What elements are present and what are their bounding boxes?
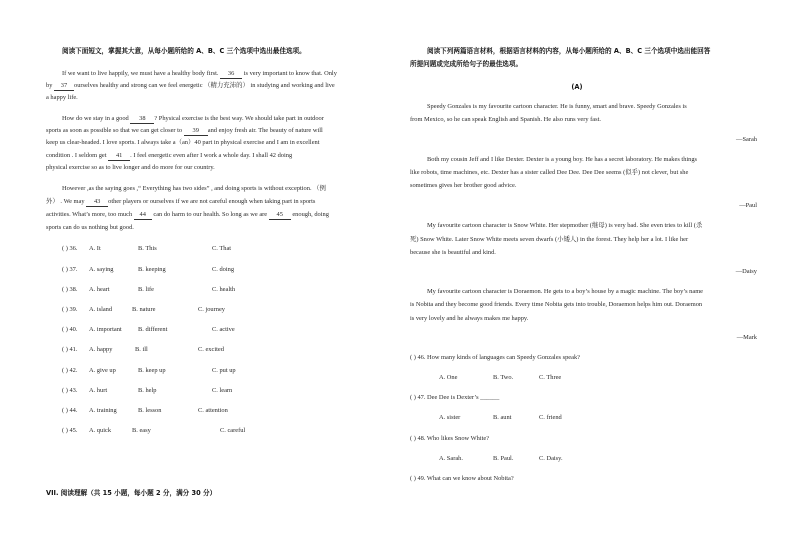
blank-43[interactable]: 43 bbox=[86, 198, 108, 207]
paragraph-line: Speedy Gonzales is my favourite cartoon character. He is funny, smart and brave. Speedy Gonzales is bbox=[427, 103, 687, 110]
passage-line: by 37 ourselves healthy and strong can we feel energetic （精力充沛的） in studying and working and live bbox=[46, 82, 335, 89]
question-text: ( ) 46. How many kinds of languages can Speedy Gonzales speak? bbox=[410, 354, 581, 361]
exam-page: 阅读下面短文，掌握其大意，从每小题所给的 A、B、C 三个选项中选出最佳选项。 If we want to live happily, we must have a healthy body first. 36 is very important to know that. Only by 37 ourselves healthy and strong can we feel energetic （精力充沛的） in studying and working and live a happy life. How do we stay in a good 38 ? Physical exercise is the best way. We should take part in outdoor sports as soon as possible so that we can get closer to 39 and enjoy fresh air. The beauty of nature will keep us clear-headed. I love sports. I always take a（an）40 part in physical exercise and I am in excellent condition . I seldom get 41 . I feel energetic even after I work a whole day. I shall 42 doing physical exercise so as to live longer and do more for our country. However ,as the saying goes ,“ Everything has two sides” , and doing sports is without exception. （例 外） . We may 43 other players or ourselves if we are not careful enough when taking part in sports activities. What’s more, too much 44 can do harm to our health. So long as we are 45 enough, doing sports can do us nothing but good. ( ) 36. A. It B. This C. That ( ) 37. A. saying B. keeping C. doing ( ) 38. A. heart B. life C. health ( ) 39. A. island B. nature C. journey ( ) 40. A. important B. different C. active ( ) 41. A. happy B. ill C. excited ( ) 42. A. give up B. keep up C. put up ( ) 43. A. hurt B. help C. learn ( ) 44. A. training B. lesson C. attention ( ) 45. A. quick B. easy C. careful VII. 阅读理解（共 15 小题，每小题 2 分，满分 30 分） 阅读下列两篇语言材料，根据语言材料的内容，从每小题所给的 A、B、C 三个选项中选出能回答 所提问题或完成所给句子的最佳选项。 (A) Speedy Gonzales is my favourite cartoon character. He is funny, smart and brave. Speedy Gonzales is from Mexico, so he can speak English and Spanish. He also runs very fast. —Sarah Both my cousin Jeff and I like Dexter. Dexter is a young boy. He has a secret laboratory. He makes things like robots, time machines, etc. Dexter has a sister called Dee Dee. Dee Dee seems (似乎) not clever, but she sometimes gives her brother good advice. —Paul My favourite cartoon character is Snow White. Her stepmother (继母) is very bad. She even tries to kill (杀 死) Snow White. Later Snow White meets seven dwarfs (小矮人) in the forest. They help her a lot. I like her because she is beautiful and kind. —Daisy My favourite cartoon character is Doraemon. He gets to a boy’s house by a magic machine. The boy’s name is Nobita and they become good friends. Every time Nobita gets into trouble, Doraemon helps him out. Doraemon is very lovely and he always makes me happy. —Mark ( ) 46. How many kinds of languages can Speedy Gonzales speak? A. One B. Two. C. Three ( ) 47. Dee Dee is Dexter’s ______ A. sister B. aunt C. friend ( ) 48. Who likes Snow White? A. Sarah. B. Paul. C. Daisy. ( ) 49. What can we know about Nobita? bbox=[0, 0, 794, 544]
blank-39[interactable]: 39 bbox=[184, 127, 208, 136]
option-b[interactable]: B. aunt bbox=[493, 414, 512, 421]
paragraph-line: like robots, time machines, etc. Dexter has a sister called Dee Dee. Dee Dee seems (似乎) not clever, but she bbox=[410, 169, 689, 176]
passage-line: a happy life. bbox=[46, 94, 78, 101]
signature: —Daisy bbox=[735, 268, 757, 275]
question-text: ( ) 49. What can we know about Nobita? bbox=[410, 475, 514, 482]
signature: —Paul bbox=[739, 202, 757, 209]
paragraph-line: Both my cousin Jeff and I like Dexter. Dexter is a young boy. He has a secret laboratory. He makes things bbox=[427, 156, 698, 163]
signature: —Sarah bbox=[736, 136, 757, 143]
option-b[interactable]: B. Paul. bbox=[493, 455, 514, 462]
passage-line: condition . I seldom get 41 . I feel energetic even after I work a whole day. I shall 42 doing bbox=[46, 152, 293, 159]
reading-instruction-line2: 所提问题或完成所给句子的最佳选项。 bbox=[410, 60, 523, 68]
part-label: (A) bbox=[571, 83, 583, 91]
passage-line: keep us clear-headed. I love sports. I always take a（an）40 part in physical exercise and I am in excellent bbox=[46, 139, 320, 146]
blank-37[interactable]: 37 bbox=[54, 82, 74, 91]
question-text: ( ) 47. Dee Dee is Dexter’s ______ bbox=[410, 394, 500, 401]
passage-line: activities. What’s more, too much 44 can do harm to our health. So long as we are 45 enough, doing bbox=[46, 211, 329, 218]
blank-44[interactable]: 44 bbox=[134, 211, 152, 220]
option-c[interactable]: C. Daisy. bbox=[539, 455, 563, 462]
option-c[interactable]: C. Three bbox=[539, 374, 562, 381]
passage-line: 外） . We may 43 other players or ourselves if we are not careful enough when taking part in sports bbox=[46, 198, 316, 205]
passage-line: However ,as the saying goes ,“ Everything has two sides” , and doing sports is without exception. （例 bbox=[62, 185, 326, 192]
passage-line: sports can do us nothing but good. bbox=[46, 224, 134, 231]
paragraph-line: 死) Snow White. Later Snow White meets seven dwarfs (小矮人) in the forest. They help her a lot. I like her bbox=[410, 236, 689, 243]
option-a[interactable]: A. Sarah. bbox=[439, 455, 463, 462]
option-b[interactable]: B. Two. bbox=[493, 374, 514, 381]
cloze-instruction: 阅读下面短文，掌握其大意，从每小题所给的 A、B、C 三个选项中选出最佳选项。 bbox=[62, 47, 306, 55]
paragraph-line: is Nobita and they become good friends. Every time Nobita gets into trouble, Doraemon helps him out. Doraemon bbox=[410, 301, 703, 308]
passage-line: physical exercise so as to live longer and do more for our country. bbox=[46, 164, 215, 171]
signature: —Mark bbox=[736, 334, 757, 341]
question-text: ( ) 48. Who likes Snow White? bbox=[410, 435, 490, 442]
paragraph-line: sometimes gives her brother good advice. bbox=[410, 182, 517, 189]
passage-line: sports as soon as possible so that we can get closer to 39 and enjoy fresh air. The beauty of nature will bbox=[46, 127, 323, 134]
blank-41[interactable]: 41 bbox=[108, 152, 130, 161]
paragraph-line: because she is beautiful and kind. bbox=[410, 249, 496, 256]
blank-36[interactable]: 36 bbox=[220, 70, 242, 79]
paragraph-line: from Mexico, so he can speak English and Spanish. He also runs very fast. bbox=[410, 116, 601, 123]
paragraph-line: is very lovely and he always makes me happy. bbox=[410, 315, 529, 322]
passage-line: If we want to live happily, we must have a healthy body first. 36 is very important to know that. Only bbox=[62, 70, 337, 77]
passage-line: How do we stay in a good 38 ? Physical exercise is the best way. We should take part in outdoor bbox=[62, 115, 324, 122]
blank-45[interactable]: 45 bbox=[269, 211, 291, 220]
reading-instruction-line1: 阅读下列两篇语言材料，根据语言材料的内容，从每小题所给的 A、B、C 三个选项中选出能回答 bbox=[427, 47, 711, 55]
option-a[interactable]: A. sister bbox=[439, 414, 461, 421]
blank-38[interactable]: 38 bbox=[130, 115, 154, 124]
section-heading: VII. 阅读理解（共 15 小题，每小题 2 分，满分 30 分） bbox=[46, 489, 217, 497]
paragraph-line: My favourite cartoon character is Doraemon. He gets to a boy’s house by a magic machine. The boy’s name bbox=[427, 288, 704, 295]
option-c[interactable]: C. friend bbox=[539, 414, 562, 421]
paragraph-line: My favourite cartoon character is Snow White. Her stepmother (继母) is very bad. She even tries to kill (杀 bbox=[427, 222, 703, 229]
option-a[interactable]: A. One bbox=[439, 374, 458, 381]
